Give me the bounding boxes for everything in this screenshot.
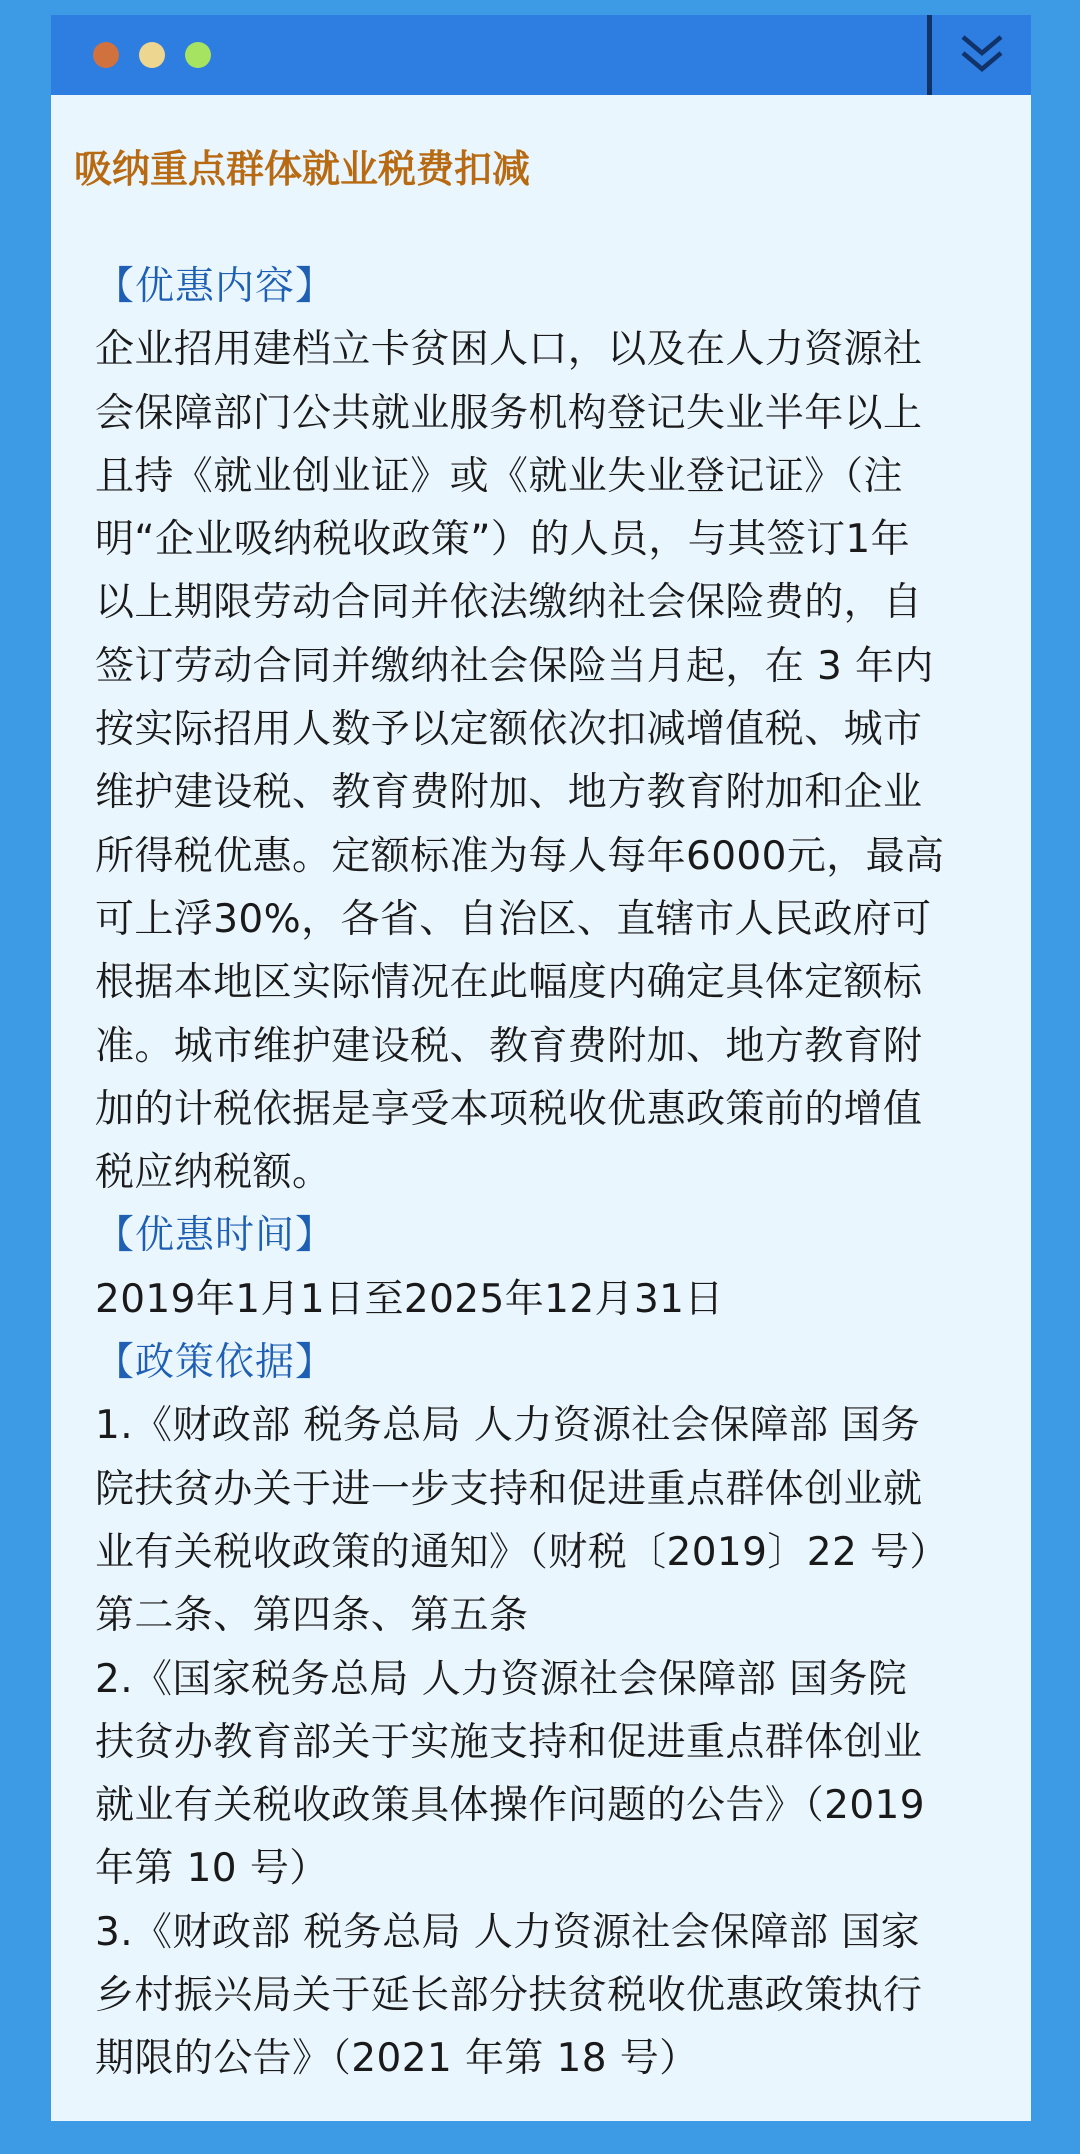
paragraph-line: 按实际招用人数予以定额依次扣减增值税、城市 — [95, 707, 923, 753]
basis-line: 业有关税收政策的通知》（财税〔2019〕22 号） — [95, 1529, 949, 1575]
section-header-time: 【优惠时间】 — [95, 1213, 336, 1259]
window-dot-green — [185, 42, 211, 68]
paragraph-line: 以上期限劳动合同并依法缴纳社会保险费的，自 — [95, 580, 923, 626]
basis-line: 年第 10 号） — [95, 1846, 329, 1892]
policy-content — [95, 255, 1001, 2091]
basis-line: 就业有关税收政策具体操作问题的公告》（2019 — [95, 1783, 925, 1829]
section-header-basis: 【政策依据】 — [95, 1340, 336, 1386]
paragraph-line: 且持《就业创业证》或《就业失业登记证》（注 — [95, 453, 903, 499]
paragraph-line: 签订劳动合同并缴纳社会保险当月起，在 3 年内 — [95, 643, 934, 689]
paragraph-line: 会保障部门公共就业服务机构登记失业半年以上 — [95, 390, 923, 436]
paragraph-line: 税应纳税额。 — [95, 1150, 332, 1196]
document-card — [51, 15, 1031, 2121]
collapse-button[interactable] — [932, 15, 1031, 95]
paragraph-line: 可上浮30%，各省、自治区、直辖市人民政府可 — [95, 896, 932, 942]
basis-line: 1.《财政部 税务总局 人力资源社会保障部 国务 — [95, 1403, 921, 1449]
basis-line: 扶贫办教育部关于实施支持和促进重点群体创业 — [95, 1719, 923, 1765]
paragraph-line: 准。城市维护建设税、教育费附加、地方教育附 — [95, 1023, 923, 1069]
basis-line: 第二条、第四条、第五条 — [95, 1593, 529, 1639]
section-header-content: 【优惠内容】 — [95, 264, 336, 309]
basis-line: 院扶贫办关于进一步支持和促进重点群体创业就 — [95, 1466, 923, 1512]
paragraph-line: 企业招用建档立卡贫困人口，以及在人力资源社 — [95, 327, 923, 373]
paragraph-line: 根据本地区实际情况在此幅度内确定具体定额标 — [95, 960, 923, 1006]
basis-line: 2.《国家税务总局 人力资源社会保障部 国务院 — [95, 1656, 908, 1702]
basis-line: 3.《财政部 税务总局 人力资源社会保障部 国家 — [95, 1909, 921, 1955]
window-dot-yellow — [139, 42, 165, 68]
time-value: 2019年1月1日至2025年12月31日 — [95, 1276, 724, 1322]
basis-line: 期限的公告》（2021 年第 18 号） — [95, 2036, 699, 2082]
title-bar — [51, 15, 1031, 95]
paragraph-line: 明“企业吸纳税收政策”）的人员，与其签订1年 — [95, 517, 911, 563]
paragraph-line: 所得税优惠。定额标准为每人每年6000元，最高 — [95, 833, 945, 879]
basis-line: 乡村振兴局关于延长部分扶贫税收优惠政策执行 — [95, 1973, 923, 2019]
window-dot-red — [93, 42, 119, 68]
page-title: 吸纳重点群体就业税费扣减 — [74, 147, 531, 191]
paragraph-line: 加的计税依据是享受本项税收优惠政策前的增值 — [95, 1086, 923, 1132]
paragraph-line: 维护建设税、教育费附加、地方教育附加和企业 — [95, 770, 923, 816]
chevron-double-down-icon — [959, 31, 1005, 77]
